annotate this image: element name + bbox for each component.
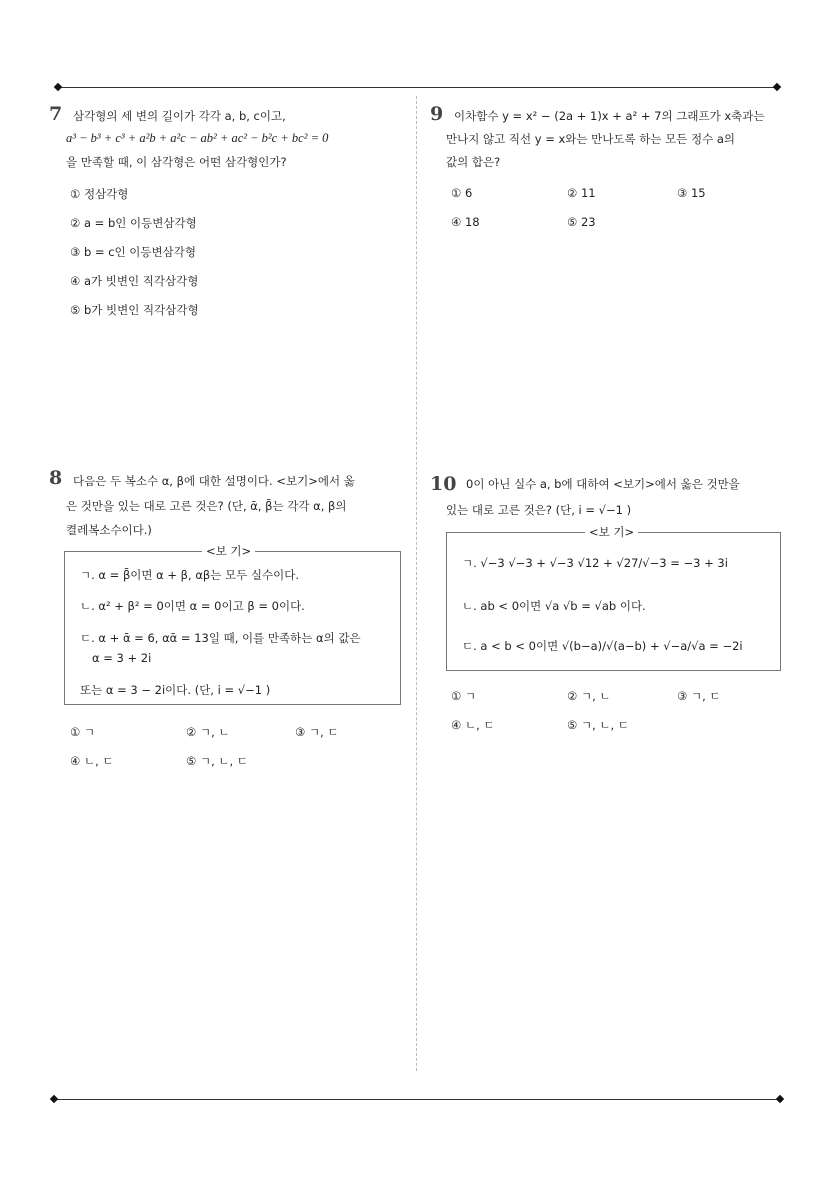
choice-5[interactable]: ⑤ 23 xyxy=(567,215,596,229)
choice-4[interactable]: ④ ㄴ, ㄷ xyxy=(70,754,114,768)
question-text-line3: 켤레복소수이다.) xyxy=(66,523,152,537)
choice-2[interactable]: ② ㄱ, ㄴ xyxy=(567,689,611,703)
top-rule-left-diamond xyxy=(54,83,62,91)
question-text-line3: 을 만족할 때, 이 삼각형은 어떤 삼각형인가? xyxy=(66,155,287,169)
bogi-item-3: ㄷ. a < b < 0이면 √(b−a)/√(a−b) + √−a/√a = −2i xyxy=(462,639,743,653)
bogi-item-3-cont2: 또는 α = 3 − 2i이다. (단, i = √−1 ) xyxy=(80,683,271,697)
choice-1[interactable]: ① 6 xyxy=(451,186,473,200)
choice-1[interactable]: ① ㄱ xyxy=(70,725,96,739)
question-text-line2: 은 것만을 있는 대로 고른 것은? (단, ᾱ, β̄는 각각 α, β의 xyxy=(66,499,347,513)
choice-2[interactable]: ② a = b인 이등변삼각형 xyxy=(70,216,197,230)
choice-3[interactable]: ③ 15 xyxy=(677,186,706,200)
question-text-line2: 있는 대로 고른 것은? (단, i = √−1 ) xyxy=(446,503,632,517)
choice-4[interactable]: ④ ㄴ, ㄷ xyxy=(451,718,495,732)
question-text-line2: 만나지 않고 직선 y = x와는 만나도록 하는 모든 정수 a의 xyxy=(446,132,736,146)
question-equation: a³ − b³ + c³ + a²b + a²c − ab² + ac² − b²c + bc² = 0 xyxy=(66,131,329,145)
bottom-rule-left-diamond xyxy=(50,1095,58,1103)
top-rule xyxy=(58,87,778,88)
choice-3[interactable]: ③ b = c인 이등변삼각형 xyxy=(70,245,196,259)
choice-5[interactable]: ⑤ b가 빗변인 직각삼각형 xyxy=(70,303,199,317)
choice-5[interactable]: ⑤ ㄱ, ㄴ, ㄷ xyxy=(186,754,248,768)
choice-2[interactable]: ② ㄱ, ㄴ xyxy=(186,725,230,739)
question-number: 10 xyxy=(430,473,457,495)
choice-3[interactable]: ③ ㄱ, ㄷ xyxy=(295,725,339,739)
question-number: 7 xyxy=(49,103,63,125)
bottom-rule xyxy=(54,1099,781,1100)
bogi-label: <보 기> xyxy=(202,543,255,559)
question-text-line1: 이차함수 y = x² − (2a + 1)x + a² + 7의 그래프가 x축과는 xyxy=(454,109,765,123)
bogi-item-2: ㄴ. ab < 0이면 √a √b = √ab 이다. xyxy=(462,599,646,613)
column-divider xyxy=(416,96,417,1071)
bogi-item-3: ㄷ. α + ᾱ = 6, αᾱ = 13일 때, 이를 만족하는 α의 값은 xyxy=(80,631,361,645)
bogi-label: <보 기> xyxy=(585,524,638,540)
choice-2[interactable]: ② 11 xyxy=(567,186,596,200)
choice-5[interactable]: ⑤ ㄱ, ㄴ, ㄷ xyxy=(567,718,629,732)
question-number: 8 xyxy=(49,467,63,489)
choice-1[interactable]: ① ㄱ xyxy=(451,689,477,703)
bottom-rule-right-diamond xyxy=(776,1095,784,1103)
top-rule-right-diamond xyxy=(773,83,781,91)
bogi-item-3-cont: α = 3 + 2i xyxy=(92,651,152,665)
question-text-line1: 0이 아닌 실수 a, b에 대하여 <보기>에서 옳은 것만을 xyxy=(466,477,740,491)
question-text-line1: 삼각형의 세 변의 길이가 각각 a, b, c이고, xyxy=(73,109,286,123)
bogi-item-2: ㄴ. α² + β² = 0이면 α = 0이고 β = 0이다. xyxy=(80,599,305,613)
bogi-item-1: ㄱ. √−3 √−3 + √−3 √12 + √27/√−3 = −3 + 3i xyxy=(462,556,728,570)
choice-4[interactable]: ④ a가 빗변인 직각삼각형 xyxy=(70,274,199,288)
question-number: 9 xyxy=(430,103,444,125)
bogi-item-1: ㄱ. α = β̄이면 α + β, αβ는 모두 실수이다. xyxy=(80,568,299,582)
question-text-line3: 값의 합은? xyxy=(446,155,501,169)
choice-4[interactable]: ④ 18 xyxy=(451,215,480,229)
choice-3[interactable]: ③ ㄱ, ㄷ xyxy=(677,689,721,703)
question-text-line1: 다음은 두 복소수 α, β에 대한 설명이다. <보기>에서 옳 xyxy=(73,474,355,488)
choice-1[interactable]: ① 정삼각형 xyxy=(70,187,129,201)
